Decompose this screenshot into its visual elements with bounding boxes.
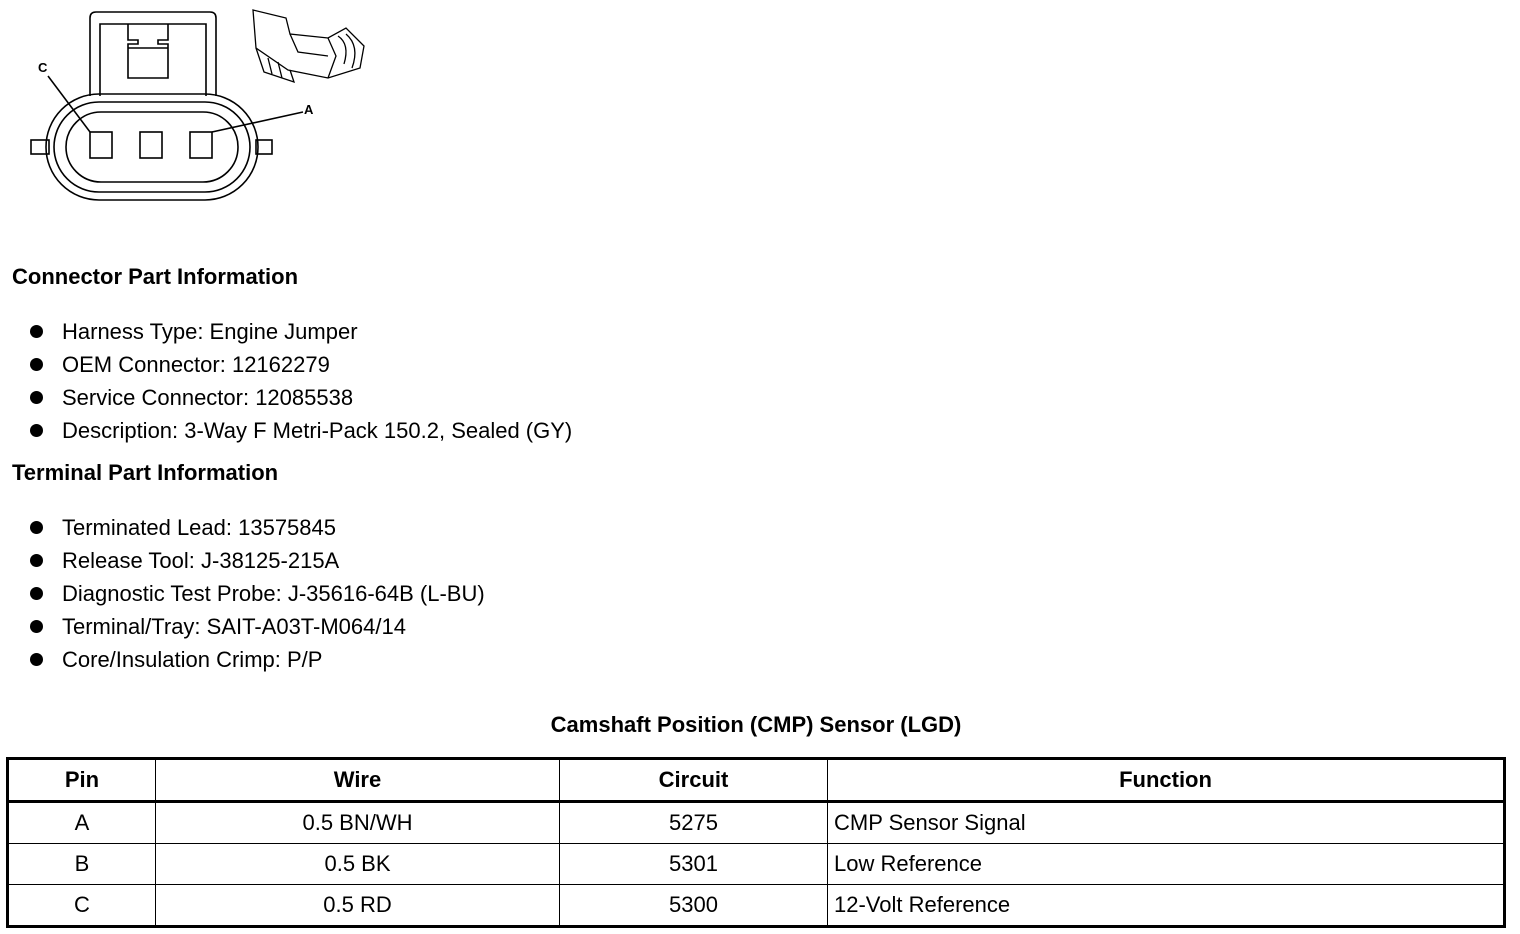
list-item [28, 511, 485, 544]
bullet-icon [30, 358, 43, 371]
header-wire: Wire [156, 759, 560, 802]
cell-circuit: 5301 [560, 844, 828, 885]
cell-function: Low Reference [828, 844, 1505, 885]
list-item-text: Harness Type: Engine Jumper [62, 319, 358, 344]
cell-pin: A [8, 802, 156, 844]
bullet-icon [30, 424, 43, 437]
list-item-text: Core/Insulation Crimp: P/P [62, 647, 323, 672]
table-row [8, 885, 1505, 927]
list-item [28, 643, 485, 676]
connector-info-list [28, 315, 572, 447]
list-item [28, 414, 572, 447]
bullet-icon [30, 391, 43, 404]
cell-function: CMP Sensor Signal [828, 802, 1505, 844]
header-function: Function [828, 759, 1505, 802]
list-item-text: Terminated Lead: 13575845 [62, 515, 336, 540]
cell-wire: 0.5 BN/WH [156, 802, 560, 844]
pin-c-label: C [38, 60, 48, 75]
cell-circuit: 5300 [560, 885, 828, 927]
list-item [28, 348, 572, 381]
connector-diagram [28, 8, 373, 208]
list-item-text: Release Tool: J-38125-215A [62, 548, 340, 573]
pin-table [6, 757, 1506, 928]
list-item-text: Diagnostic Test Probe: J-35616-64B (L-BU) [62, 581, 485, 606]
pin-table-title: Camshaft Position (CMP) Sensor (LGD) [550, 712, 962, 737]
terminal-info-list [28, 511, 485, 676]
cell-pin: B [8, 844, 156, 885]
terminal-info-title: Terminal Part Information [12, 460, 279, 485]
list-item-text: Service Connector: 12085538 [62, 385, 354, 410]
list-item [28, 577, 485, 610]
connector-info-title: Connector Part Information [12, 264, 299, 289]
bullet-icon [30, 620, 43, 633]
header-circuit: Circuit [560, 759, 828, 802]
cell-circuit: 5275 [560, 802, 828, 844]
pin-a-label: A [304, 102, 314, 117]
list-item [28, 381, 572, 414]
bullet-icon [30, 325, 43, 338]
bullet-icon [30, 653, 43, 666]
table-row [8, 844, 1505, 885]
list-item-text: Description: 3-Way F Metri-Pack 150.2, Sealed (GY) [62, 418, 573, 443]
list-item-text: Terminal/Tray: SAIT-A03T-M064/14 [62, 614, 406, 639]
list-item-text: OEM Connector: 12162279 [62, 352, 330, 377]
bullet-icon [30, 521, 43, 534]
table-row [8, 802, 1505, 844]
list-item [28, 610, 485, 643]
bullet-icon [30, 587, 43, 600]
cell-function: 12-Volt Reference [828, 885, 1505, 927]
table-header-row [8, 759, 1505, 802]
header-pin: Pin [8, 759, 156, 802]
list-item [28, 315, 572, 348]
cell-pin: C [8, 885, 156, 927]
cell-wire: 0.5 RD [156, 885, 560, 927]
list-item [28, 544, 485, 577]
bullet-icon [30, 554, 43, 567]
cell-wire: 0.5 BK [156, 844, 560, 885]
